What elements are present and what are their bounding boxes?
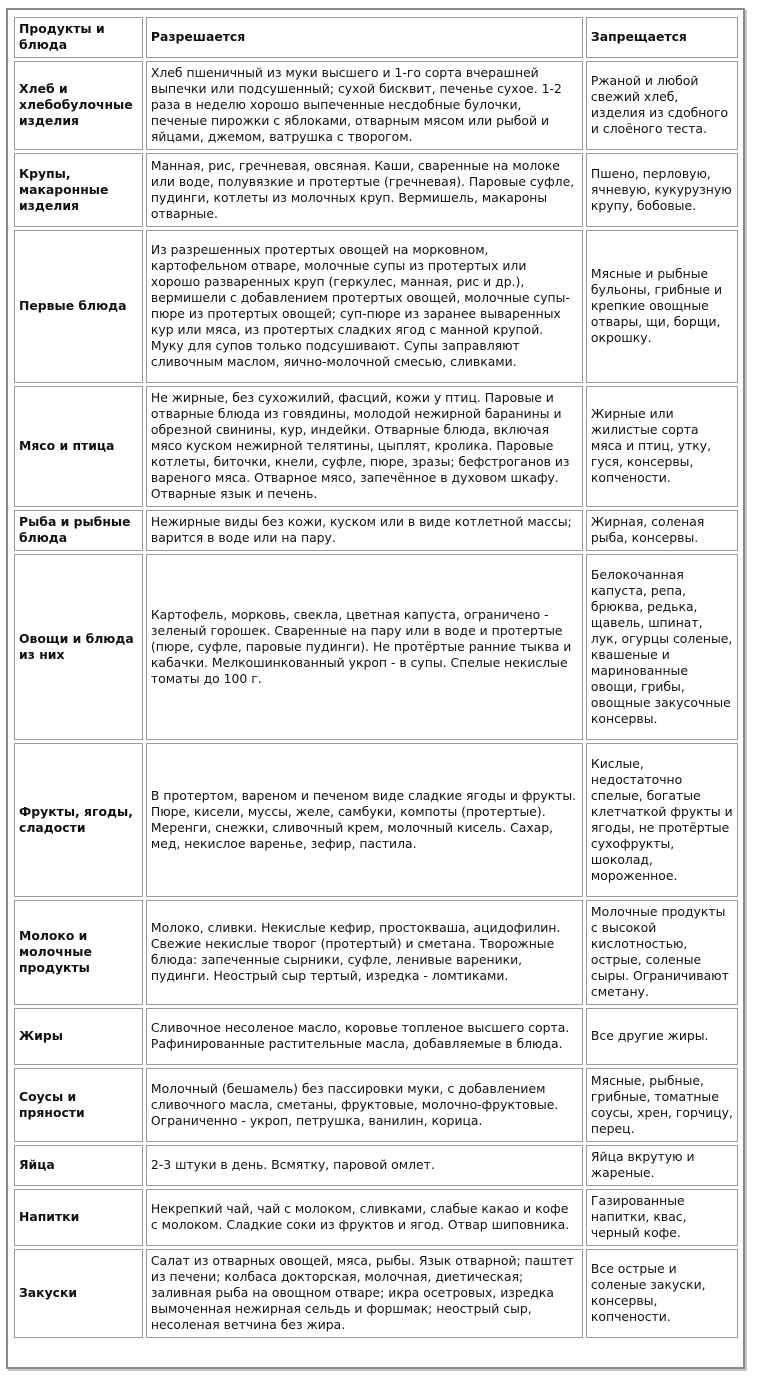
table-row [14,1068,738,1142]
row-forbidden: Жирная, соленая рыба, консервы. [586,510,738,551]
row-product: Рыба и рыбные блюда [14,510,143,551]
table-row [14,1008,738,1065]
table-row [14,386,738,507]
row-allowed: Манная, рис, гречневая, овсяная. Каши, сваренные на молоке или воде, полувязкие и протертые (гречневая). Паровые суфле, пудинги, котлеты из молочных круп. Вермишель, макароны отварные. [146,153,583,227]
row-product: Крупы, макаронные изделия [14,153,143,227]
row-product: Яйца [14,1145,143,1186]
row-product: Первые блюда [14,230,143,383]
row-forbidden: Мясные, рыбные, грибные, томатные соусы, хрен, горчицу, перец. [586,1068,738,1142]
table-row [14,743,738,897]
row-forbidden: Жирные или жилистые сорта мяса и птиц, утку, гуся, консервы, копчености. [586,386,738,507]
row-product: Закуски [14,1249,143,1338]
row-allowed: 2-3 штуки в день. Всмятку, паровой омлет. [146,1145,583,1186]
row-forbidden: Все другие жиры. [586,1008,738,1065]
column-header-allowed: Разрешается [146,17,583,58]
row-allowed: Из разрешенных протертых овощей на морковном, картофельном отваре, молочные супы из протертых или хорошо разваренных круп (геркулес, манная, рис и др.), вермишели с добавлением протертых овощей, молочные супы-пюре из протертых овощей; суп-пюре из заранее вываренных кур или мяса, из протертых сладких ягод с манной крупой. Муку для супов только подсушивают. Супы заправляют сливочным маслом, яично-молочной смесью, сливками. [146,230,583,383]
row-allowed: Хлеб пшеничный из муки высшего и 1-го сорта вчерашней выпечки или подсушенный; сухой бисквит, печенье сухое. 1-2 раза в неделю хорошо выпеченные несдобные булочки, печеные пирожки с яблоками, отварным мясом или рыбой и яйцами, джемом, ватрушка с творогом. [146,61,583,150]
row-allowed: Молочный (бешамель) без пассировки муки, с добавлением сливочного масла, сметаны, фруктовые, молочно-фруктовые. Ограниченно - укроп, петрушка, ванилин, корица. [146,1068,583,1142]
row-forbidden: Газированные напитки, квас, черный кофе. [586,1189,738,1246]
row-allowed: Нежирные виды без кожи, куском или в виде котлетной массы; варится в воде или на пару. [146,510,583,551]
table-row [14,1145,738,1186]
row-allowed: Не жирные, без сухожилий, фасций, кожи у птиц. Паровые и отварные блюда из говядины, молодой нежирной баранины и обрезной свинины, кур, индейки. Отварные блюда, включая мясо куском нежирной телятины, цыплят, кролика. Паровые котлеты, биточки, кнели, суфле, пюре, зразы; бефстроганов из вареного мяса. Отварное мясо, запечённое в духовом шкафу. Отварные язык и печень. [146,386,583,507]
row-product: Молоко и молочные продукты [14,900,143,1005]
table-row [14,61,738,150]
diet-table-frame [6,8,745,1369]
diet-table [11,14,741,1341]
table-row [14,900,738,1005]
table-row [14,153,738,227]
row-allowed: Картофель, морковь, свекла, цветная капуста, ограничено - зеленый горошек. Сваренные на пару или в воде и протертые (пюре, суфле, паровые пудинги). Не протёртые ранние тыква и кабачки. Мелкошинкованный укроп - в супы. Спелые некислые томаты до 100 г. [146,554,583,740]
row-product: Напитки [14,1189,143,1246]
column-header-products: Продукты и блюда [14,17,143,58]
row-allowed: В протертом, вареном и печеном виде сладкие ягоды и фрукты. Пюре, кисели, муссы, желе, самбуки, компоты (протертые). Меренги, снежки, сливочный крем, молочный кисель. Сахар, мед, некислое варенье, зефир, пастила. [146,743,583,897]
row-product: Соусы и пряности [14,1068,143,1142]
row-product: Хлеб и хлебобулочные изделия [14,61,143,150]
row-allowed: Молоко, сливки. Некислые кефир, простокваша, ацидофилин. Свежие некислые творог (протертый) и сметана. Творожные блюда: запеченные сырники, суфле, ленивые вареники, пудинги. Неострый сыр тертый, изредка - ломтиками. [146,900,583,1005]
table-row [14,1189,738,1246]
row-product: Фрукты, ягоды, сладости [14,743,143,897]
row-forbidden: Молочные продукты с высокой кислотностью, острые, соленые сыры. Ограничивают сметану. [586,900,738,1005]
row-forbidden: Пшено, перловую, ячневую, кукурузную крупу, бобовые. [586,153,738,227]
row-forbidden: Все острые и соленые закуски, консервы, копчености. [586,1249,738,1338]
row-product: Жиры [14,1008,143,1065]
table-row [14,1249,738,1338]
row-forbidden: Белокочанная капуста, репа, брюква, редька, щавель, шпинат, лук, огурцы соленые, квашеные и маринованные овощи, грибы, овощные закусочные консервы. [586,554,738,740]
table-row [14,230,738,383]
row-product: Овощи и блюда из них [14,554,143,740]
row-product: Мясо и птица [14,386,143,507]
table-row [14,554,738,740]
table-row [14,510,738,551]
row-allowed: Некрепкий чай, чай с молоком, сливками, слабые какао и кофе с молоком. Сладкие соки из фруктов и ягод. Отвар шиповника. [146,1189,583,1246]
row-forbidden: Яйца вкрутую и жареные. [586,1145,738,1186]
table-header-row [14,17,738,58]
row-forbidden: Мясные и рыбные бульоны, грибные и крепкие овощные отвары, щи, борщи, окрошку. [586,230,738,383]
row-forbidden: Ржаной и любой свежий хлеб, изделия из сдобного и слоёного теста. [586,61,738,150]
column-header-forbidden: Запрещается [586,17,738,58]
row-allowed: Сливочное несоленое масло, коровье топленое высшего сорта. Рафинированные растительные масла, добавляемые в блюда. [146,1008,583,1065]
row-allowed: Салат из отварных овощей, мяса, рыбы. Язык отварной; паштет из печени; колбаса докторская, молочная, диетическая; заливная рыба на овощном отваре; икра осетровых, изредка вымоченная нежирная сельдь и форшмак; неострый сыр, несоленая ветчина без жира. [146,1249,583,1338]
row-forbidden: Кислые, недостаточно спелые, богатые клетчаткой фрукты и ягоды, не протёртые сухофрукты, шоколад, мороженное. [586,743,738,897]
